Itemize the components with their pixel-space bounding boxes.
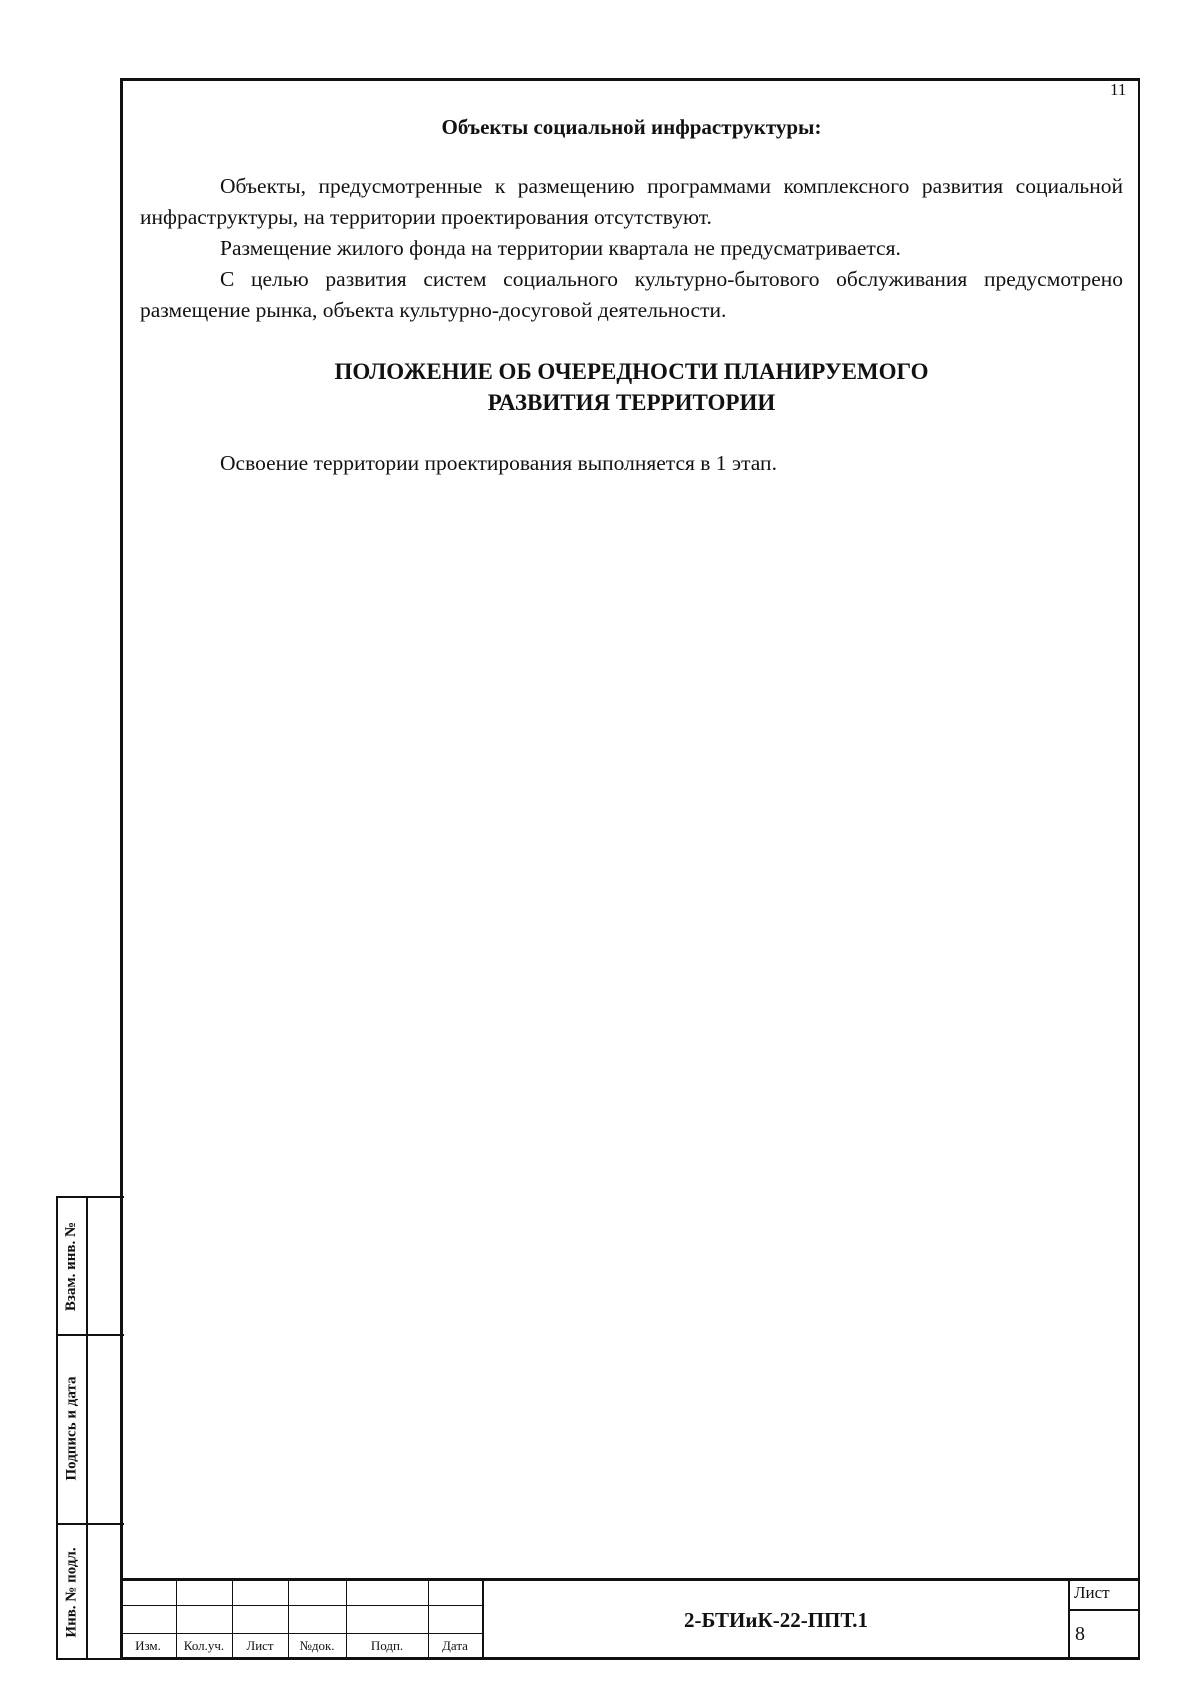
paragraph-stage: Освоение территории проектирования выполняется в 1 этап. <box>220 451 777 475</box>
col-list: Лист <box>246 1638 274 1653</box>
side-divider <box>86 1198 88 1658</box>
side-label-podpis: Подпись и дата <box>63 1376 80 1481</box>
title-block <box>120 1578 1140 1660</box>
paragraph-2: Размещение жилого фонда на территории квартала не предусматривается. <box>220 236 901 260</box>
side-stamp-strip <box>56 1196 124 1660</box>
col-izm: Изм. <box>135 1638 161 1653</box>
section-heading <box>140 356 1123 418</box>
col-data: Дата <box>442 1638 468 1653</box>
document-code: 2-БТИиК-22-ППТ.1 <box>482 1581 1070 1660</box>
col-podp: Подп. <box>370 1638 404 1653</box>
col-ndok: №док. <box>299 1638 335 1653</box>
paragraph-1: Объекты, предусмотренные к размещению программами комплексного развития социальной инфраструктуры, на территории проектирования отсутствуют. <box>140 174 1123 229</box>
revision-grid <box>120 1581 482 1660</box>
page-number: 11 <box>1110 80 1127 99</box>
paragraph-3: С целью развития систем социального культурно-бытового обслуживания предусмотрено размещение рынка, объекта культурно-досуговой деятельности. <box>140 267 1123 322</box>
side-label-vzam: Взам. инв. № <box>63 1221 80 1311</box>
sheet-divider <box>1070 1609 1140 1611</box>
section-heading-line-1: ПОЛОЖЕНИЕ ОБ ОЧЕРЕДНОСТИ ПЛАНИРУЕМОГО <box>334 359 929 384</box>
sheet-label: Лист <box>1074 1583 1110 1602</box>
side-label-inv: Инв. № подл. <box>63 1547 80 1638</box>
col-kol-uch: Кол.уч. <box>183 1638 225 1653</box>
sheet-number: 8 <box>1075 1623 1085 1645</box>
main-content <box>140 112 1123 479</box>
section-title: Объекты социальной инфраструктуры: <box>441 115 822 139</box>
section-heading-line-2: РАЗВИТИЯ ТЕРРИТОРИИ <box>487 390 776 415</box>
